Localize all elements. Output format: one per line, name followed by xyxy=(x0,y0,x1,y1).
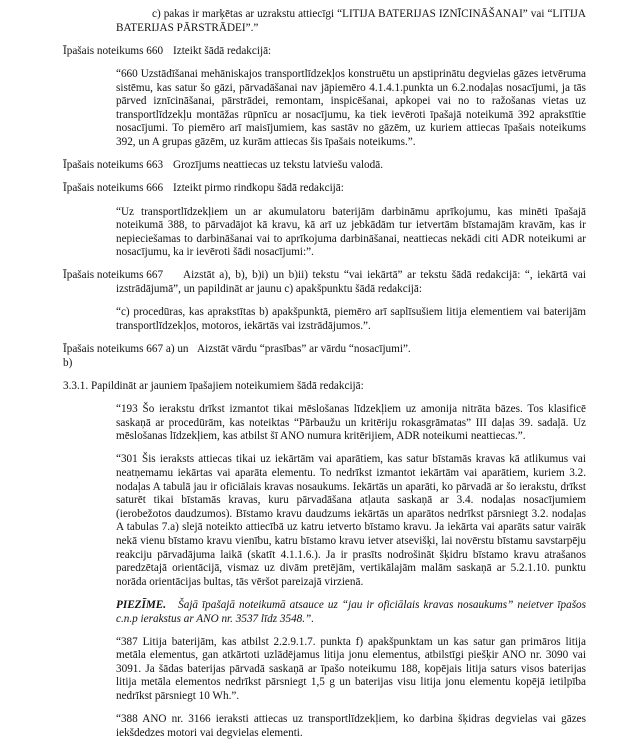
section-3-3-1: 3.3.1. Papildināt ar jauniem īpašajiem noteikumiem šādā redakcijā: xyxy=(63,379,364,392)
provision-label: Īpašais noteikums 660 xyxy=(63,44,164,57)
provision-instruction: Izteikt pirmo rindkopu šādā redakcijā: xyxy=(173,182,344,195)
provision-301-text: “301 Šis ieraksts attiecas tikai uz iekārtām vai aparātiem, kas satur bīstamās kravas kā atlikumus vai neatņemamu iekārtas vai aparāta elementu. To nedrīkst izmantot iekārtām vai aparātiem, kuriem 3.2. nodaļas A tabulā jau ir oficiālais kravas nosaukums. Iekārtās un aparāti, ko pārvadā ar šo ierakstu, drīkst saturēt tikai bīstamās kravas, kuru pārvadāšana atļauta saskaņā ar 3.4. nodaļas nosacījumiem (ierobežotos daudzumos). Bīstamo kravu daudzums iekārtās un aparātos nedrīkst pārsniegt 3.2. nodaļas A tabulas 7.a) slejā noteikto attiecībā uz katru ietverto bīstamo kravu. Ja iekārta vai aparāts satur vairāk nekā vienu bīstamo kravu vienību, katru bīstamo kravu ietver atsevišķi, lai novērstu bīstamu savstarpēju reakciju pārvadājuma laikā (skatīt 4.1.1.6.). Ja ir prasīts nodrošināt šķidru bīstamo kravu atrašanos paredzētajā orientācijā, vismaz uz divām pretējām, vertikālajām malām saskaņā ar 5.2.1.10. punktu norāda orientācijas bultas, tās vēršot pareizajā virzienā. xyxy=(116,453,586,588)
note-label: PIEZĪME. xyxy=(116,598,167,611)
provision-label: Īpašais noteikums 667 a) un b) xyxy=(63,343,189,369)
special-provision-667ab-heading xyxy=(63,343,639,370)
provision-388-text: “388 ANO nr. 3166 ieraksti attiecas uz transportlīdzekļiem, ko darbina šķidras degvielas vai gāzes iekšdedzes motori vai degvielas elementi. xyxy=(116,713,586,739)
provision-instruction: Aizstāt vārdu “prasības” ar vārdu “nosacījumi”. xyxy=(197,343,411,356)
provision-instruction: Izteikt šādā redakcijā: xyxy=(173,44,272,57)
provision-instruction: Grozījums neattiecas uz tekstu latviešu valodā. xyxy=(173,159,384,172)
provision-193-text: “193 Šo ierakstu drīkst izmantot tikai mēslošanas līdzekļiem uz amonija nitrāta bāzes. Tos klasificē saskaņā ar procedūrām, kas noteiktas “Pārbaužu un kritēriju rokasgrāmatas” III daļas 39. sadaļā. Uz mēslošanas līdzekļiem, kas atbilst šī ANO numura kritērijiem, ADR noteikumi neattiecas.”. xyxy=(116,403,586,443)
provision-instruction: Aizstāt a), b), b)i) un b)ii) tekstu “vai iekārtā” ar tekstu šādā redakcijā: “, iekārtā vai izstrādājumā”, un papildināt ar jaunu c) apakšpunktu šādā redakcijā: xyxy=(116,269,586,296)
provision-label: Īpašais noteikums 667 xyxy=(63,269,164,282)
provision-387-text: “387 Litija baterijām, kas atbilst 2.2.9.1.7. punkta f) apakšpunktam un kas satur gan primāros litija metāla elementus, gan atkārtoti uzlādējamus litija jonu elementus, atbilstīgi piešķir ANO nr. 3090 vai 3091. Ja šādas baterijas pārvadā saskaņā ar īpašo noteikumu 188, kopējais litija saturs visos baterijas litija metāla elementos nedrīkst pārsniegt 1,5 g un baterijas visu litija jonu elementu kopējā ietilpība nedrīkst pārsniegt 10 Wh.”. xyxy=(116,635,586,703)
note-paragraph xyxy=(116,599,586,626)
provision-label: Īpašais noteikums 663 xyxy=(63,159,164,172)
special-provision-660-heading xyxy=(63,45,639,59)
special-provision-663-heading xyxy=(63,159,639,173)
provision-660-text: “660 Uzstādīšanai mehāniskajos transportlīdzekļos konstruētu un apstiprinātu degvielas gāzes ietvēruma sistēmu, kas satur šo gāzi, pārvadāšanai nav jāpiemēro 4.1.4.1.punkta un 6.2.nodaļas nosacījumi, ja tās pārved iznīcināšanai, pārstrādei, remontam, inspicēšanai, apkopei vai no to ražošanas vietas uz transportlīdzekļu montāžas rūpnīcu ar nosacījumu, ka tiek ievēroti īpašajā noteikumā 392 aprakstītie nosacījumi. To piemēro arī maisījumiem, kas sastāv no gāzēm, uz kuriem attiecas īpašais noteikums 392, un A grupas gāzēm, uz kurām attiecas šis īpašais noteikums.”. xyxy=(116,67,586,148)
c-item-paragraph: c) pakas ir marķētas ar uzrakstu attiecīgi “LITIJA BATERIJAS IZNĪCINĀŠANAI” vai “LITIJA BATERIJAS PĀRSTRĀDEI”.” xyxy=(116,8,586,34)
note-text: Šajā īpašajā noteikumā atsauce uz “jau ir oficiālais kravas nosaukums” neietver īpašos c.n.p ierakstus ar ANO nr. 3537 līdz 3548.”. xyxy=(116,598,587,625)
special-provision-666-heading xyxy=(63,182,639,196)
provision-666-text: “Uz transportlīdzekļiem un ar akumulatoru baterijām darbināmu aprīkojumu, kas minēti īpašajā noteikumā 388, to pārvadājot kā kravu, kā arī uz jebkādām tur ietvertām bīstamajām kravām, kas ir nepieciešamas to darbināšanai vai to aprīkojuma darbināšanai, neattiecas nekādi citi ADR noteikumi ar nosacījumu, ka ir ievēroti šādi nosacījumi:”. xyxy=(116,205,586,259)
special-provision-667-heading xyxy=(63,269,586,296)
provision-667-text: “c) procedūras, kas aprakstītas b) apakšpunktā, piemēro arī saplīsušiem litija elementiem vai baterijām transportlīdzekļos, motoros, iekārtās vai izstrādājumos.”. xyxy=(116,306,586,332)
provision-label: Īpašais noteikums 666 xyxy=(63,182,164,195)
